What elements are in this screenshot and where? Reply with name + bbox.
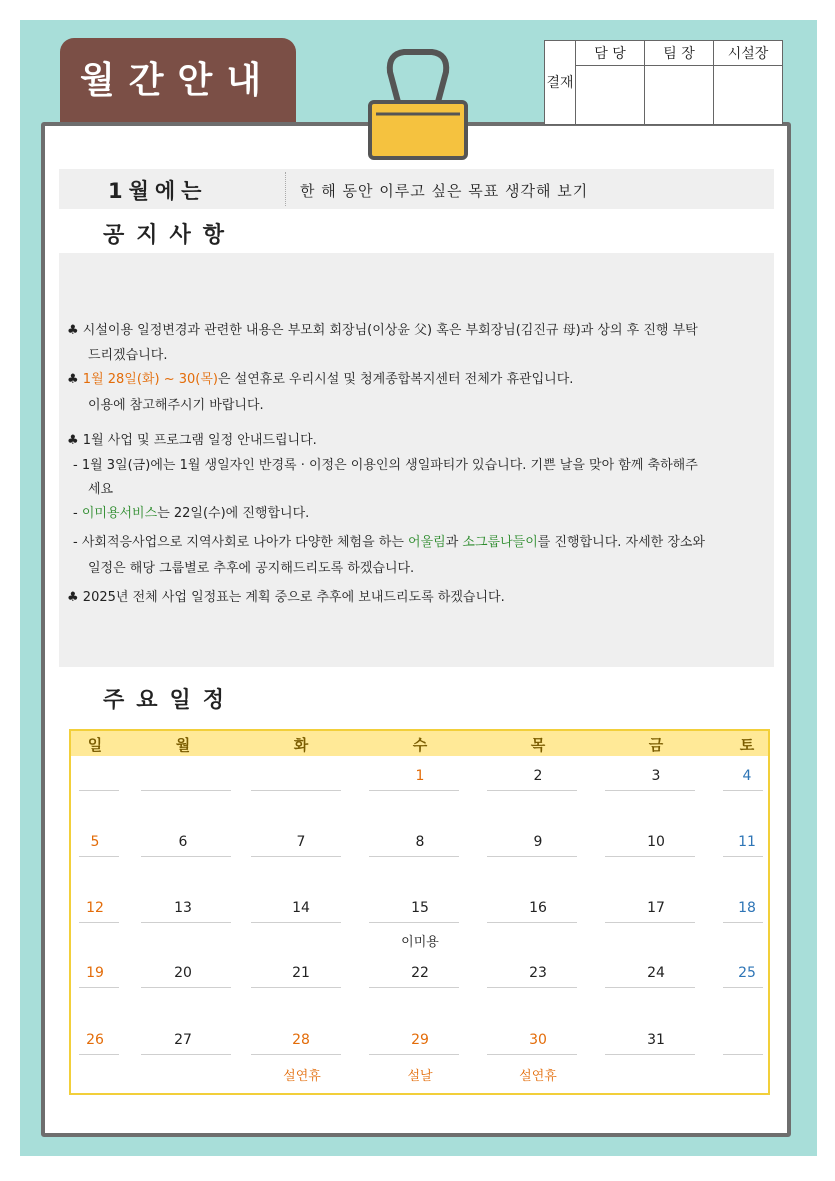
date-underline bbox=[251, 922, 341, 923]
date-underline bbox=[141, 790, 231, 791]
date-underline bbox=[141, 987, 231, 988]
date-underline bbox=[723, 790, 763, 791]
month-heading: 1월에는 bbox=[108, 179, 208, 203]
calendar-header bbox=[71, 731, 768, 756]
approval-col-manager: 담 당 bbox=[576, 41, 645, 66]
month-divider bbox=[285, 172, 286, 206]
notice-line: 세요 bbox=[88, 482, 114, 497]
date-underline bbox=[369, 987, 459, 988]
calendar-date: 13 bbox=[174, 900, 192, 916]
date-underline bbox=[723, 856, 763, 857]
calendar-date: 4 bbox=[742, 768, 752, 784]
date-underline bbox=[605, 1054, 695, 1055]
event-label: 설연휴 bbox=[519, 1069, 557, 1084]
calendar-date: 11 bbox=[738, 834, 756, 850]
signature-box-teamlead[interactable] bbox=[645, 66, 714, 125]
calendar-date: 24 bbox=[647, 965, 665, 981]
date-underline bbox=[79, 922, 119, 923]
calendar-date: 14 bbox=[292, 900, 310, 916]
approval-col-teamlead: 팀 장 bbox=[645, 41, 714, 66]
date-underline bbox=[251, 790, 341, 791]
calendar-date: 9 bbox=[533, 834, 543, 850]
month-goal: 한 해 동안 이루고 싶은 목표 생각해 보기 bbox=[300, 182, 589, 200]
calendar-date: 27 bbox=[174, 1032, 192, 1048]
notice-line: ♣ 1월 28일(화) ~ 30(목)은 설연휴로 우리시설 및 청계종합복지센터 전체가 휴관입니다. bbox=[67, 372, 574, 387]
notice-line: - 이미용서비스는 22일(수)에 진행합니다. bbox=[73, 506, 310, 521]
date-underline bbox=[605, 790, 695, 791]
date-underline bbox=[79, 987, 119, 988]
date-underline bbox=[487, 856, 577, 857]
approval-table bbox=[544, 40, 783, 125]
signature-box-director[interactable] bbox=[714, 66, 783, 125]
calendar-date: 30 bbox=[529, 1032, 547, 1048]
notice-line: ♣ 2025년 전체 사업 일정표는 계획 중으로 추후에 보내드리도록 하겠습니다. bbox=[67, 590, 505, 605]
date-underline bbox=[369, 922, 459, 923]
date-underline bbox=[487, 987, 577, 988]
calendar-date: 6 bbox=[178, 834, 188, 850]
date-underline bbox=[369, 790, 459, 791]
calendar-date: 23 bbox=[529, 965, 547, 981]
date-underline bbox=[723, 922, 763, 923]
calendar-date: 5 bbox=[90, 834, 100, 850]
date-underline bbox=[251, 856, 341, 857]
calendar-date: 10 bbox=[647, 834, 665, 850]
date-underline bbox=[369, 1054, 459, 1055]
date-underline bbox=[487, 790, 577, 791]
date-underline bbox=[369, 856, 459, 857]
date-underline bbox=[723, 987, 763, 988]
weekday-mon: 월 bbox=[175, 736, 191, 754]
calendar-date: 8 bbox=[415, 834, 425, 850]
calendar-date: 17 bbox=[647, 900, 665, 916]
club-bullet-icon: ♣ bbox=[67, 590, 79, 605]
club-bullet-icon: ♣ bbox=[67, 323, 79, 338]
notice-line: 드리겠습니다. bbox=[88, 348, 168, 363]
date-underline bbox=[79, 1054, 119, 1055]
weekday-fri: 금 bbox=[648, 736, 664, 754]
calendar-date: 22 bbox=[411, 965, 429, 981]
beauty-service-highlight: 이미용서비스 bbox=[81, 506, 158, 521]
event-label: 설날 bbox=[407, 1069, 433, 1084]
calendar-date: 1 bbox=[415, 768, 425, 784]
approval-label: 결재 bbox=[545, 41, 576, 125]
date-underline bbox=[487, 922, 577, 923]
calendar-date: 20 bbox=[174, 965, 192, 981]
weekday-sat: 토 bbox=[739, 736, 755, 754]
calendar-date: 25 bbox=[738, 965, 756, 981]
approval-col-director: 시설장 bbox=[714, 41, 783, 66]
calendar-date: 29 bbox=[411, 1032, 429, 1048]
schedule-title: 주요일정 bbox=[103, 688, 237, 713]
calendar-date: 21 bbox=[292, 965, 310, 981]
date-underline bbox=[487, 1054, 577, 1055]
calendar-date: 16 bbox=[529, 900, 547, 916]
calendar-date: 19 bbox=[86, 965, 104, 981]
calendar-date: 12 bbox=[86, 900, 104, 916]
notice-line: ♣ 1월 사업 및 프로그램 일정 안내드립니다. bbox=[67, 433, 317, 448]
date-underline bbox=[605, 922, 695, 923]
title-tab bbox=[60, 38, 296, 122]
calendar bbox=[69, 729, 770, 1095]
notice-line: - 사회적응사업으로 지역사회로 나아가 다양한 체험을 하는 어울림과 소그룹나들이를 진행합니다. 자세한 장소와 bbox=[73, 535, 705, 550]
binder-clip-icon bbox=[368, 44, 468, 160]
program-highlight: 어울림 bbox=[408, 535, 446, 550]
calendar-date: 31 bbox=[647, 1032, 665, 1048]
date-underline bbox=[605, 856, 695, 857]
notice-line: - 1월 3일(금)에는 1월 생일자인 반경록 · 이정은 이용인의 생일파티가 있습니다. 기쁜 날을 맞아 함께 축하해주 bbox=[73, 458, 698, 473]
signature-box-manager[interactable] bbox=[576, 66, 645, 125]
calendar-date: 2 bbox=[533, 768, 543, 784]
calendar-date: 18 bbox=[738, 900, 756, 916]
weekday-tue: 화 bbox=[293, 736, 309, 754]
date-underline bbox=[251, 1054, 341, 1055]
weekday-wed: 수 bbox=[412, 736, 428, 754]
event-label: 이미용 bbox=[401, 935, 439, 950]
calendar-date: 7 bbox=[296, 834, 306, 850]
holiday-dates: 1월 28일(화) ~ 30(목) bbox=[82, 372, 218, 387]
date-underline bbox=[79, 790, 119, 791]
date-underline bbox=[723, 1054, 763, 1055]
calendar-date: 28 bbox=[292, 1032, 310, 1048]
calendar-date: 15 bbox=[411, 900, 429, 916]
date-underline bbox=[141, 1054, 231, 1055]
calendar-date: 3 bbox=[651, 768, 661, 784]
club-bullet-icon: ♣ bbox=[67, 372, 79, 387]
date-underline bbox=[251, 987, 341, 988]
program-highlight: 소그룹나들이 bbox=[462, 535, 538, 550]
date-underline bbox=[79, 856, 119, 857]
notice-title: 공지사항 bbox=[103, 223, 237, 248]
notice-line: ♣ 시설이용 일정변경과 관련한 내용은 부모회 회장님(이상윤 父) 혹은 부회장님(김진규 母)과 상의 후 진행 부탁 bbox=[67, 323, 698, 338]
notice-line: 이용에 참고해주시기 바랍니다. bbox=[88, 398, 264, 413]
date-underline bbox=[141, 856, 231, 857]
weekday-thu: 목 bbox=[530, 736, 546, 754]
date-underline bbox=[141, 922, 231, 923]
calendar-date: 26 bbox=[86, 1032, 104, 1048]
weekday-sun: 일 bbox=[87, 736, 103, 754]
date-underline bbox=[605, 987, 695, 988]
event-label: 설연휴 bbox=[283, 1069, 321, 1084]
club-bullet-icon: ♣ bbox=[67, 433, 79, 448]
notice-line: 일정은 해당 그룹별로 추후에 공지해드리도록 하겠습니다. bbox=[88, 561, 415, 576]
page-title: 월간안내 bbox=[80, 60, 276, 101]
